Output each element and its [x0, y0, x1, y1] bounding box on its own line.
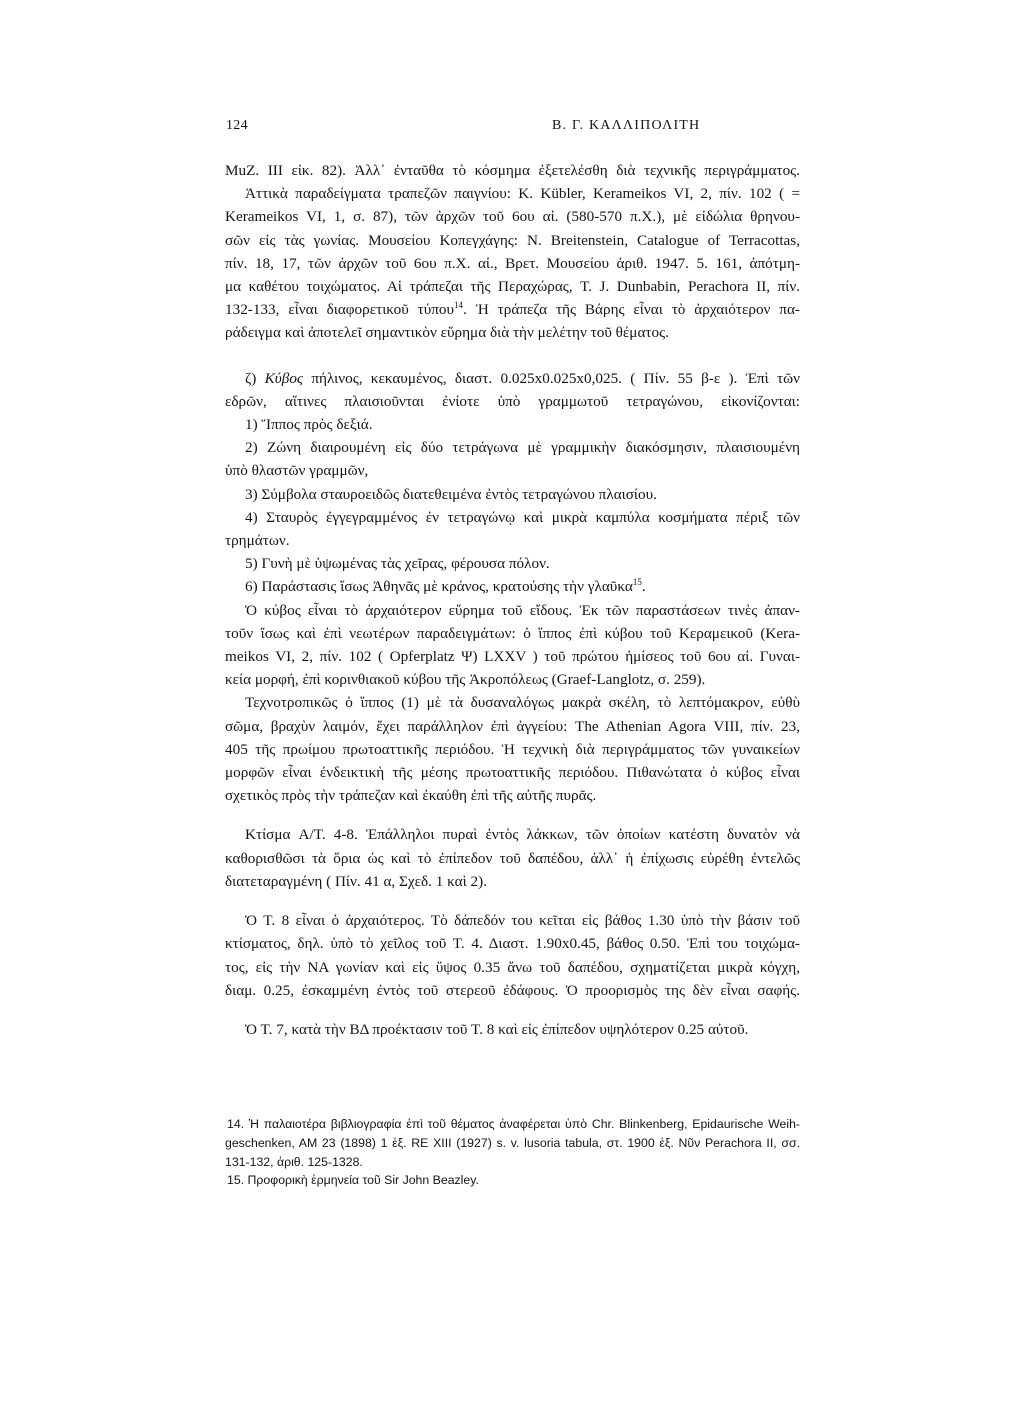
text-line: σῶν εἰς τὰς γωνίας. Μουσείου Κοπεγχάγης: N. Breitenstein, Catalogue of Terracottas,	[225, 231, 800, 249]
text-line: 5) Γυνὴ μὲ ὑψωμένας τὰς χεῖρας, φέρουσα πόλον.	[245, 555, 550, 573]
text-line	[225, 367, 800, 390]
footnote-ref-15: 15	[632, 577, 642, 588]
footnote-line: 15. Προφορικὴ ἑρμηνεία τοῦ Sir John Beazley.	[227, 1173, 479, 1188]
paragraph-gap	[225, 345, 800, 367]
text-line: 4) Σταυρὸς ἐγγεγραμμένος ἐν τετραγώνῳ καὶ μικρὰ καμπύλα κοσμήματα πέριξ τῶν	[245, 508, 800, 526]
text-line	[225, 575, 800, 598]
page-number: 124	[226, 118, 248, 133]
text-line: 3) Σύμβολα σταυροειδῶς διατεθειμένα ἐντὸς τετραγώνου πλαισίου.	[245, 485, 657, 503]
footnote-line: geschenken, AM 23 (1898) 1 ἑξ. RE XIII (1927) s. v. lusoria tabula, στ. 1900 ἑξ. Νῦν Perachora II, σσ.	[225, 1135, 800, 1150]
running-head: Β. Γ. ΚΑΛΛΙΠΟΛΙΤΗ	[552, 118, 701, 133]
text-line: σῶμα, βραχὺν λαιμόν, ἔχει παράλληλον ἐπὶ ἀγγείου: The Athenian Agora VIII, πίν. 23,	[225, 717, 800, 735]
text-line: πίν. 18, 17, τῶν ἀρχῶν τοῦ 6ου π.Χ. αἰ., Βρετ. Μουσείου ἀριθ. 1947. 5. 161, ἀπότμη-	[225, 254, 800, 272]
paragraph-gap	[225, 1002, 800, 1018]
text-fragment: .	[641, 578, 646, 596]
text-line: Κτίσμα A/T. 4-8. Ἐπάλληλοι πυραὶ ἐντὸς λάκκων, τῶν ὁποίων κατέστη δυνατὸν νὰ	[245, 826, 800, 844]
main-text	[225, 159, 800, 1041]
text-line: διατεταραγμένη ( Πίν. 41 α, Σχεδ. 1 καὶ 2).	[225, 872, 487, 890]
text-line: Τεχνοτροπικῶς ὁ ἵππος (1) μὲ τὰ δυσαναλόγως μακρὰ σκέλη, τὸ λεπτόμακρον, εὐθὺ	[245, 694, 800, 712]
text-line: κτίσματος, δηλ. ὑπὸ τὸ χεῖλος τοῦ Τ. 4. Διαστ. 1.90x0.45, βάθος 0.50. Ἐπὶ του τοιχώμα-	[225, 935, 800, 953]
item-title: Κύβος	[264, 369, 304, 387]
text-line: ὑπὸ θλαστῶν γραμμῶν,	[225, 462, 369, 480]
text-line	[225, 298, 800, 321]
text-line: ράδειγμα καὶ ἀποτελεῖ σημαντικὸν εὕρημα διὰ τὴν μελέτην τοῦ θέματος.	[225, 324, 669, 342]
text-line: Ὁ Τ. 8 εἶναι ὁ ἀρχαιότερος. Τὸ δάπεδόν του κεῖται εἰς βάθος 1.30 ὑπὸ τὴν βάσιν τοῦ	[245, 912, 800, 930]
text-line: Kerameikos VI, 1, σ. 87), τῶν ἀρχῶν τοῦ 6ου αἰ. (580-570 π.Χ.), μὲ εἰδώλια θρηνου-	[225, 208, 800, 226]
text-fragment: . Ἡ τράπεζα τῆς Βάρης εἶναι τὸ ἀρχαιότερον πα-	[463, 301, 800, 319]
footnotes	[225, 1115, 800, 1190]
text-line: τρημάτων.	[225, 532, 290, 550]
text-line: Ὁ κύβος εἶναι τὸ ἀρχαιότερον εὕρημα τοῦ εἴδους. Ἐκ τῶν παραστάσεων τινὲς ἀπαν-	[245, 601, 800, 619]
text-fragment: πήλινος, κεκαυμένος, διαστ. 0.025x0.025x0,025. ( Πίν. 55 β-ε ). Ἐπὶ τῶν	[311, 369, 801, 387]
text-line: τοῦν ἴσως καὶ ἐπὶ νεωτέρων παραδειγμάτων: ὁ ἵππος ἐπὶ κύβου τοῦ Κεραμεικοῦ (Kera-	[225, 624, 800, 642]
text-line: meikos VI, 2, πίν. 102 ( Opferplatz Ψ) LXXV ) τοῦ πρώτου ἡμίσεος τοῦ 6ου αἰ. Γυναι-	[225, 648, 800, 666]
paragraph-gap	[225, 893, 800, 909]
text-line: 405 τῆς πρωίμου πρωτοαττικῆς περιόδου. Ἡ τεχνικὴ διὰ περιγράμματος τῶν γυναικείων	[225, 740, 800, 758]
footnote-ref-14: 14	[454, 300, 464, 311]
footnote-line: 14. Ἡ παλαιοτέρα βιβλιογραφία ἐπὶ τοῦ θέματος ἀναφέρεται ὑπὸ Chr. Blinkenberg, Epidaurische Weih-	[227, 1117, 800, 1131]
text-line: κεία μορφή, ἐπὶ κορινθιακοῦ κύβου τῆς Ἀκροπόλεως (Graef-Langlotz, σ. 259).	[225, 671, 706, 689]
text-line: 2) Ζώνη διαιρουμένη εἰς δύο τετράγωνα μὲ γραμμικὴν διακόσμησιν, πλαισιουμένη	[245, 439, 800, 457]
text-line: διαμ. 0.25, ἐσκαμμένη ἐντὸς τοῦ στερεοῦ ἐδάφους. Ὁ προορισμὸς της δὲν εἶναι σαφής.	[225, 981, 800, 999]
text-line: τος, εἰς τὴν ΝΑ γωνίαν καὶ εἰς ὕψος 0.35 ἄνω τοῦ δαπέδου, σχηματίζεται μικρὰ κόγχη,	[225, 958, 800, 976]
text-line: μορφῶν εἶναι ἐνδεικτικὴ τῆς μέσης πρωτοαττικῆς περιόδου. Πιθανώτατα ὁ κύβος εἶναι	[225, 764, 800, 782]
page-header	[226, 118, 786, 138]
text-line: καθορισθῶσι τὰ ὅρια ὡς καὶ τὸ ἐπίπεδον τοῦ δαπέδου, ἀλλ᾽ ἡ ἐπίχωσις εὑρέθη ἐντελῶς	[225, 849, 800, 867]
text-line: μα καθέτου τοιχώματος. Αἱ τράπεζαι τῆς Περαχώρας, T. J. Dunbabin, Perachora II, πίν.	[225, 278, 800, 296]
text-line: Ὁ Τ. 7, κατὰ τὴν ΒΔ προέκτασιν τοῦ Τ. 8 καὶ εἰς ἐπίπεδον υψηλότερον 0.25 αὐτοῦ.	[245, 1020, 749, 1038]
text-line: εδρῶν, αἵτινες πλαισιοῦνται ἐνίοτε ὑπὸ γραμμωτοῦ τετραγώνου, εἰκονίζονται:	[225, 392, 800, 410]
item-label: ζ)	[245, 369, 257, 387]
text-line: Ἀττικὰ παραδείγματα τραπεζῶν παιγνίου: K. Kübler, Kerameikos VI, 2, πίν. 102 ( =	[245, 185, 800, 203]
paragraph-gap	[225, 807, 800, 823]
text-line: MuZ. III εἰκ. 82). Ἀλλ᾽ ἐνταῦθα τὸ κόσμημα ἐξετελέσθη διὰ τεχνικῆς περιγράμματος.	[225, 162, 800, 179]
text-line: σχετικὸς πρὸς τὴν τράπεζαν καὶ ἐκαύθη ἐπὶ τῆς αὐτῆς πυρᾶς.	[225, 787, 597, 805]
footnote-line: 131-132, ἀριθ. 125-1328.	[225, 1154, 363, 1169]
text-fragment: 6) Παράστασις ἴσως Ἀθηνᾶς μὲ κράνος, κρατούσης τὴν γλαῦκα	[245, 578, 633, 596]
text-line: 1) Ἵππος πρὸς δεξιά.	[245, 416, 373, 434]
text-fragment: 132-133, εἶναι διαφορετικοῦ τύπου	[225, 301, 455, 319]
